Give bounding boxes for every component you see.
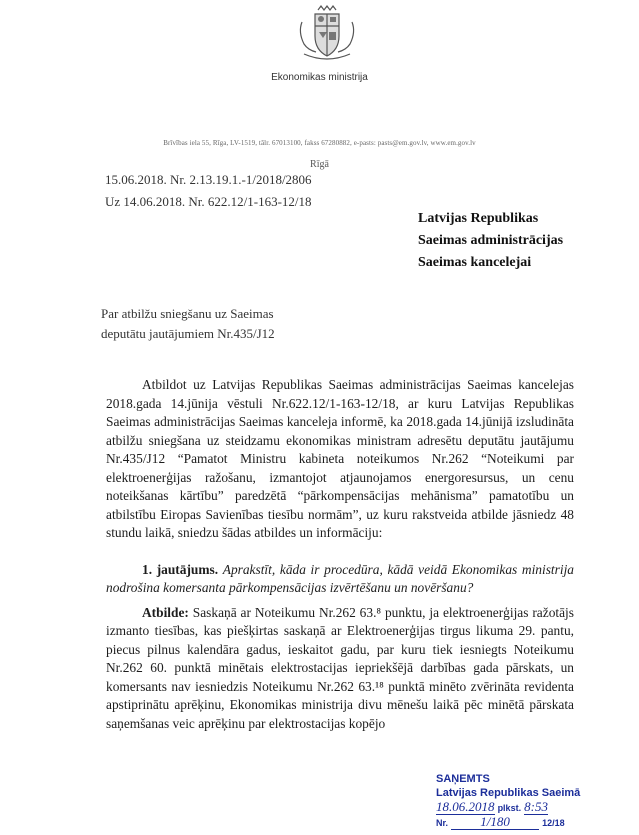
addressee-line-3: Saeimas kancelejai [418, 255, 532, 270]
question-1 [106, 561, 574, 598]
answer-paragraph [106, 604, 574, 734]
answer-text: Saskaņā ar Noteikumu Nr.262 63.⁸ punktu, ja elektroenerģijas ražotājs izmanto tiesības, kas piešķirtas saskaņā ar Elektroenerģijas tirgus likuma 29. pantu, piecus pilnus kalendāra gadus, ieskaitot gadu, par kuru tiek iesniegts Noteikumu Nr.262 60. punktā minētais elektrostacijas iepriekšējā darbības gada pārskats, un komersants nav iesniedzis Noteikumu Nr.262 63.¹⁸ punktā minēto zvērināta revidenta apstiprinātu aprēķinu, Ekonomikas ministrija divu mēnešu laikā pēc minētā pārskata saņemšanas veic aprēķinu par elektrostacijas kopējo [106, 604, 574, 731]
reference-number: 15.06.2018. Nr. 2.13.19.1.-1/2018/2806 [105, 172, 312, 187]
stamp-number-row [436, 815, 636, 830]
stamp-time-label: plkst. [497, 803, 522, 813]
stamp-date-row [436, 800, 636, 815]
addressee-line-2: Saeimas administrācijas [418, 233, 564, 248]
ministry-name: Ekonomikas ministrija [271, 72, 368, 83]
question-text: Aprakstīt, kāda ir procedūra, kādā veidā Ekonomikas ministrija nodrošina komersanta pārkompensācijas izvērtēšanu un novēršanu? [106, 561, 574, 595]
letter-body [106, 376, 574, 733]
city: Rīgā [310, 159, 329, 170]
stamp-time: 8:53 [524, 799, 548, 814]
stamp-title: SAŅEMTS [436, 773, 490, 785]
received-stamp [436, 772, 636, 830]
answer-label: Atbilde: [142, 604, 189, 620]
stamp-number: 1/180 [451, 815, 539, 830]
stamp-date: 18.06.2018 [436, 799, 495, 814]
addressee-line-1: Latvijas Republikas [418, 211, 539, 226]
question-label: 1. jautājums. [142, 561, 219, 577]
stamp-org: Latvijas Republikas Saeimā [436, 787, 581, 799]
reply-reference: Uz 14.06.2018. Nr. 622.12/1-163-12/18 [105, 194, 312, 209]
stamp-nr-label: Nr. [436, 818, 449, 828]
stamp-suffix: 12/18 [542, 818, 565, 828]
latvia-coat-of-arms-icon [296, 4, 358, 64]
contact-line: Brīvības iela 55, Rīga, LV-1519, tālr. 67013100, fakss 67280882, e-pasts: pasts@em.gov.lv, www.em.gov.lv [163, 139, 476, 147]
subject-line-2: deputātu jautājumiem Nr.435/J12 [101, 326, 275, 341]
subject-line-1: Par atbilžu sniegšanu uz Saeimas [101, 306, 274, 321]
intro-paragraph: Atbildot uz Latvijas Republikas Saeimas administrācijas Saeimas kancelejas 2018.gada 14.jūnija vēstuli Nr.622.12/1-163-12/18, ar kuru Latvijas Republikas Saeimas administrācijas Saeimas kanceleja informē, ka 2018.gada 14.jūnijā izsludināta atbilžu sniegšana uz steidzamu ekonomikas ministram adresētu deputātu jautājumu Nr.435/J12 “Pamatot Ministru kabineta noteikumos Nr.262 “Noteikumi par elektroenerģijas ražošanu, izmantojot atjaunojamos energoresursus, un cenu noteikšanas kārtību” paredzētā “pārkompensācijas mehānisma” pamatotību un atbilstību Eiropas Savienības tiesību normām”, uz kuru rakstveida atbilde jāsniedz 48 stundu laikā, sniedzu šādas atbildes un informāciju: [106, 377, 574, 540]
